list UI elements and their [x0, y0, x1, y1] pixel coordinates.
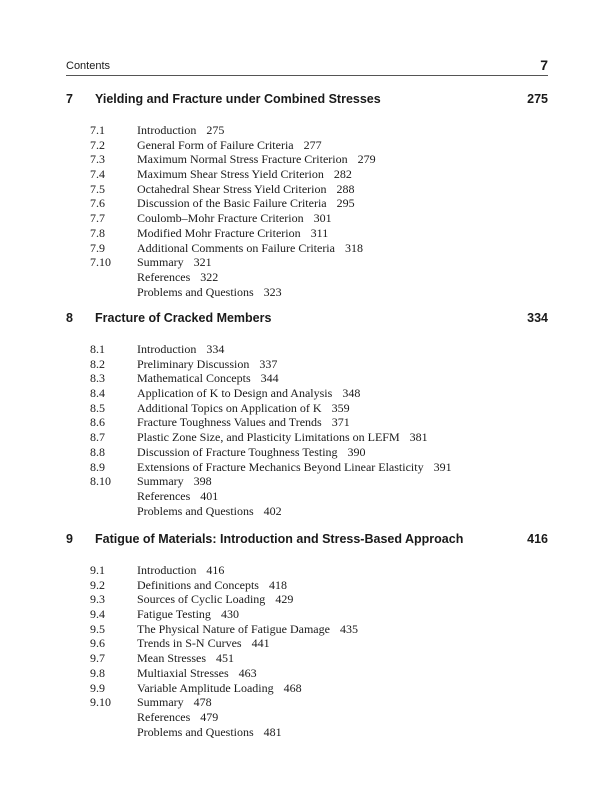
section-number: 8.9: [90, 459, 105, 474]
section-list: [66, 563, 548, 739]
section-page: 322: [200, 269, 219, 284]
section-number: 8.7: [90, 430, 105, 445]
section-title: Problems and Questions: [137, 284, 254, 299]
section-page: 390: [347, 444, 366, 459]
section-title: Discussion of the Basic Failure Criteria: [137, 196, 327, 211]
section-title: Maximum Shear Stress Yield Criterion: [137, 167, 324, 182]
chapter-page: 334: [527, 311, 548, 325]
section-title: Summary: [137, 695, 184, 710]
section-number: 9.7: [90, 651, 105, 666]
section-title: Summary: [137, 474, 184, 489]
section-page: 416: [206, 563, 225, 577]
section-page: 288: [336, 181, 355, 196]
section-title: General Form of Failure Criteria: [137, 137, 294, 152]
section-list: [66, 123, 548, 299]
toc-entry[interactable]: [66, 371, 548, 386]
section-page: 463: [238, 665, 257, 680]
section-page: 481: [263, 724, 282, 739]
section-title: Mathematical Concepts: [137, 371, 251, 386]
section-page: 295: [336, 196, 355, 211]
section-number: 7.5: [90, 181, 105, 196]
chapter-heading[interactable]: [66, 92, 548, 110]
toc-entry[interactable]: [66, 651, 548, 666]
toc-entry[interactable]: [66, 167, 548, 182]
section-title: Multiaxial Stresses: [137, 665, 229, 680]
chapter-number: 9: [66, 532, 73, 546]
section-title: Plastic Zone Size, and Plasticity Limitations on LEFM: [137, 430, 400, 445]
toc-entry[interactable]: [66, 270, 548, 285]
toc-entry[interactable]: [66, 386, 548, 401]
section-number: 7.4: [90, 167, 105, 182]
section-page: 468: [283, 680, 302, 695]
section-title: Octahedral Shear Stress Yield Criterion: [137, 181, 327, 196]
chapter-title: Fracture of Cracked Members: [95, 311, 272, 325]
section-list: [66, 342, 548, 518]
section-page: 451: [216, 651, 234, 666]
toc-entry[interactable]: [66, 285, 548, 300]
section-number: 8.1: [90, 342, 105, 356]
section-number: 8.10: [90, 474, 111, 489]
toc-entry[interactable]: [66, 182, 548, 197]
section-page: 418: [268, 577, 287, 592]
section-page: 275: [206, 123, 225, 137]
section-number: 9.5: [90, 621, 105, 636]
section-page: 430: [220, 607, 239, 622]
toc-entry[interactable]: [66, 211, 548, 226]
section-page: 344: [260, 371, 279, 386]
section-page: 337: [259, 356, 278, 371]
toc-entry[interactable]: [66, 123, 548, 138]
chapter-title: Fatigue of Materials: Introduction and Stress-Based Approach: [95, 532, 464, 546]
section-title: References: [137, 488, 191, 503]
toc-entry[interactable]: [66, 196, 548, 211]
section-number: 7.2: [90, 137, 105, 152]
chapter-heading[interactable]: [66, 532, 548, 550]
section-title: References: [137, 269, 191, 284]
section-page: 479: [200, 709, 219, 724]
section-title: Preliminary Discussion: [137, 356, 250, 371]
section-page: 277: [303, 137, 322, 152]
section-page: 321: [193, 255, 212, 270]
toc-entry[interactable]: [66, 152, 548, 167]
section-title: The Physical Nature of Fatigue Damage: [137, 621, 330, 636]
section-page: 441: [251, 636, 270, 651]
chapter-page: 416: [527, 532, 548, 546]
chapter-title: Yielding and Fracture under Combined Stresses: [95, 92, 381, 106]
section-title: Variable Amplitude Loading: [137, 680, 274, 695]
section-number: 8.2: [90, 356, 105, 371]
section-title: Extensions of Fracture Mechanics Beyond Linear Elasticity: [137, 459, 424, 474]
toc-entry[interactable]: [66, 636, 548, 651]
section-page: 279: [357, 152, 376, 167]
section-page: 318: [344, 240, 363, 255]
section-title: Problems and Questions: [137, 724, 254, 739]
section-title: Additional Topics on Application of K: [137, 400, 322, 415]
toc-entry[interactable]: [66, 666, 548, 681]
chapter-8: [66, 311, 548, 518]
section-title: Application of K to Design and Analysis: [137, 386, 333, 401]
section-page: 381: [409, 430, 428, 445]
section-page: 429: [275, 592, 294, 607]
section-number: 7.3: [90, 152, 105, 167]
chapter-page: 275: [527, 92, 548, 106]
section-title: Definitions and Concepts: [137, 577, 259, 592]
section-number: 9.4: [90, 607, 105, 622]
chapter-number: 7: [66, 92, 73, 106]
toc-entry[interactable]: [66, 710, 548, 725]
section-title: Trends in S-N Curves: [137, 636, 242, 651]
section-page: 401: [200, 488, 219, 503]
section-number: 9.8: [90, 665, 105, 680]
section-title: Introduction: [137, 342, 197, 356]
section-page: 282: [333, 167, 352, 182]
chapter-7: [66, 92, 548, 299]
running-head: [66, 59, 548, 76]
section-page: 391: [433, 459, 452, 474]
section-title: Fatigue Testing: [137, 607, 211, 622]
page-number: 7: [540, 57, 548, 73]
section-title: Modified Mohr Fracture Criterion: [137, 225, 301, 240]
section-page: 371: [331, 415, 350, 430]
toc-entry[interactable]: [66, 138, 548, 153]
toc-entry[interactable]: [66, 401, 548, 416]
toc-entry[interactable]: [66, 357, 548, 372]
section-number: 8.3: [90, 371, 105, 386]
toc-entry[interactable]: [66, 489, 548, 504]
toc-entry[interactable]: [66, 342, 548, 357]
section-title: Introduction: [137, 563, 197, 577]
section-number: 7.8: [90, 225, 105, 240]
toc-entry[interactable]: [66, 622, 548, 637]
chapter-number: 8: [66, 311, 73, 325]
section-number: 9.6: [90, 636, 105, 651]
toc-entry[interactable]: [66, 415, 548, 430]
toc-entry[interactable]: [66, 725, 548, 740]
section-title: Additional Comments on Failure Criteria: [137, 240, 335, 255]
section-number: 7.6: [90, 196, 105, 211]
toc-entry[interactable]: [66, 241, 548, 256]
toc-entry[interactable]: [66, 504, 548, 519]
section-page: 348: [342, 386, 361, 401]
toc-entry[interactable]: [66, 681, 548, 696]
section-title: Sources of Cyclic Loading: [137, 592, 266, 607]
toc-entry[interactable]: [66, 563, 548, 578]
section-number: 7.10: [90, 255, 111, 270]
section-number: 8.4: [90, 386, 105, 401]
section-number: 8.6: [90, 415, 105, 430]
section-title: Maximum Normal Stress Fracture Criterion: [137, 152, 348, 167]
section-number: 9.3: [90, 592, 105, 607]
toc-entry[interactable]: [66, 607, 548, 622]
toc-entry[interactable]: [66, 592, 548, 607]
section-number: 9.9: [90, 680, 105, 695]
section-page: 435: [339, 621, 358, 636]
section-page: 311: [310, 225, 329, 240]
section-title: Problems and Questions: [137, 503, 254, 518]
section-number: 7.7: [90, 211, 105, 226]
section-page: 478: [193, 695, 212, 710]
toc-entry[interactable]: [66, 430, 548, 445]
toc-entry[interactable]: [66, 460, 548, 475]
section-number: 7.1: [90, 123, 105, 137]
toc-entry[interactable]: [66, 255, 548, 270]
toc-entry[interactable]: [66, 578, 548, 593]
toc-entry[interactable]: [66, 445, 548, 460]
section-number: 7.9: [90, 240, 105, 255]
section-title: Summary: [137, 255, 184, 270]
section-page: 402: [263, 503, 282, 518]
running-head-label: Contents: [66, 60, 111, 72]
section-number: 8.5: [90, 400, 105, 415]
section-number: 9.10: [90, 695, 111, 710]
section-title: Discussion of Fracture Toughness Testing: [137, 444, 338, 459]
section-number: 8.8: [90, 444, 105, 459]
chapter-9: [66, 532, 548, 739]
section-page: 334: [206, 342, 225, 356]
section-title: Fracture Toughness Values and Trends: [137, 415, 322, 430]
toc-entry[interactable]: [66, 226, 548, 241]
section-page: 359: [331, 400, 350, 415]
section-page: 398: [193, 474, 212, 489]
toc-entry[interactable]: [66, 474, 548, 489]
toc-entry[interactable]: [66, 695, 548, 710]
section-page: 323: [263, 284, 282, 299]
section-title: Coulomb–Mohr Fracture Criterion: [137, 211, 304, 226]
section-number: 9.2: [90, 577, 105, 592]
section-page: 301: [313, 211, 332, 226]
section-title: Introduction: [137, 123, 197, 137]
section-title: Mean Stresses: [137, 651, 206, 666]
section-number: 9.1: [90, 563, 105, 577]
section-title: References: [137, 709, 191, 724]
chapter-heading[interactable]: [66, 311, 548, 329]
